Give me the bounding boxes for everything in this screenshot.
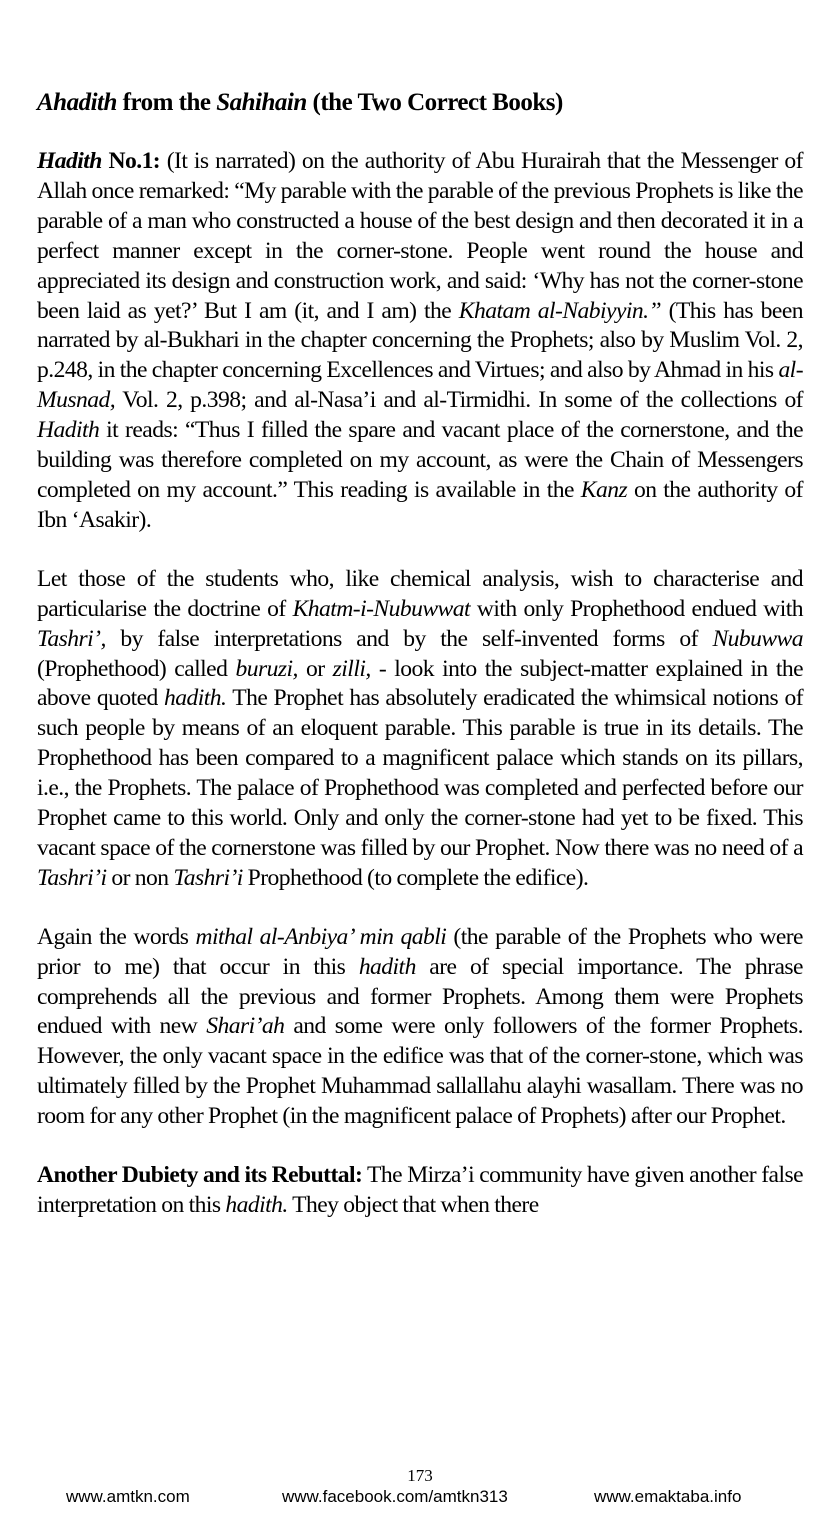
p4-label: Another Dubiety and its Rebuttal: [37,1162,363,1189]
footer-link-emaktaba[interactable]: www.emaktaba.info [594,1487,742,1506]
p1-hadith: Hadith [37,417,100,444]
p3-text-2: (the parable of the Prophets who were prior to me) that occur in this [37,923,803,980]
p2-text-5: or [297,655,333,682]
p4-text-2: They object that when there [287,1192,539,1218]
p2-text-3: by false interpretations and by the self-invented forms of [105,625,713,652]
p2-text-1: Let those of the students who, like chemical analysis, wish to characterise and particularise the doctrine of [37,565,803,622]
paragraph-another-dubiety [37,1161,803,1221]
p2-tashrii-1: Tashri’i [37,864,107,891]
p1-khatam: Khatam al-Nabiyyin.” [458,297,662,324]
p3-text-3: are of special importance. The phrase comprehends all the previous and former Prophets. Among them were Prophets endued with new [37,953,803,1040]
p2-text-6: - look into the subject-matter explained in the above quoted [37,655,803,712]
page-footer [0,1466,840,1510]
p1-kanz: Kanz [580,476,628,503]
heading-rest: (the Two Correct Books) [306,89,563,116]
p1-text-4: it reads: “Thus I filled the spare and vacant place of the cornerstone, and the building was therefore completed on my account, as were the Chain of Messengers completed on my account.” This reading is available in the [37,417,803,503]
p2-text-8: or non [106,864,174,891]
p2-khatm: Khatm-i-Nubuwwat [292,595,470,622]
p2-text-9: Prophethood (to complete the edifice). [242,864,589,891]
hadith-label-word: Hadith [37,148,102,174]
paragraph-again-the-words [37,923,803,1132]
p3-text-4: and some were only followers of the former Prophets. However, the only vacant space in the edifice was that of the corner-stone, which was ultimately filled by the Prophet Muhammad sallallahu alayhi wasallam. There was no room for any other Prophet (in the magnificent palace of Prophets) after our Prophet. [37,1013,803,1130]
p1-text-5: on the authority of Ibn ‘Asakir). [37,476,803,533]
p3-shariah: Shari’ah [206,1013,285,1040]
p2-tashri: Tashri’, [37,625,106,652]
hadith-label-number: No.1: [101,148,161,174]
p3-mithal: mithal al-Anbiya’ min qabli [195,923,447,950]
p2-nubuwwa: Nubuwwa [712,625,803,652]
p2-text-4: (Prophethood) called [37,655,236,682]
heading-from-the: from the [116,89,217,116]
p2-text-2: with only Prophethood endued with [469,595,803,622]
section-heading [37,88,803,118]
document-page [37,88,803,1221]
paragraph-hadith-no1 [37,147,803,536]
footer-link-facebook[interactable]: www.facebook.com/amtkn313 [282,1487,508,1506]
heading-ahadith: Ahadith [37,89,117,116]
p3-hadith: hadith [358,953,416,980]
p1-text-3: Vol. 2, p.398; and al-Nasa’i and al-Tirmidhi. In some of the collections of [115,387,803,414]
p2-buruzi: buruzi, [235,655,298,682]
page-number: 173 [407,1466,433,1485]
p3-text-1: Again the words [37,923,196,950]
footer-links [0,1486,840,1510]
p4-text-1: The Mirza’i community have given another false interpretation on this [37,1162,804,1218]
p2-tashrii-2: Tashri’i [173,864,243,891]
paragraph-students [37,565,803,894]
heading-sahihain: Sahihain [216,89,307,116]
p4-hadith: hadith. [225,1192,288,1218]
footer-link-amtkn[interactable]: www.amtkn.com [66,1487,190,1506]
p2-text-7: The Prophet has absolutely eradicated the whimsical notions of such people by means of an eloquent parable. This parable is true in its details. The Prophethood has been compared to a magnificent palace which stands on its pillars, i.e., the Prophets. The palace of Prophethood was completed and perfected before our Prophet came to this world. Only and only the corner-stone had yet to be fixed. This vacant space of the cornerstone was filled by our Prophet. Now there was no need of a [37,685,803,861]
p2-zilli: zilli, [332,655,371,682]
p2-hadith: hadith. [164,685,227,712]
p1-musnad: al-Musnad, [37,357,803,414]
p1-text-2: (This has been narrated by al-Bukhari in the chapter concerning the Prophets; also by Muslim Vol. 2, p.248, in the chapter concerning Excellences and Virtues; and also by Ahmad in his [37,297,803,384]
p1-text-1: (It is narrated) on the authority of Abu Hurairah that the Messenger of Allah once remarked: “My parable with the parable of the previous Prophets is like the parable of a man who constructed a house of the best design and then decorated it in a perfect manner except in the corner-stone. People went round the house and appreciated its design and construction work, and said: ‘Why has not the corner-stone been laid as yet?’ But I am (it, and I am) the [37,148,803,324]
